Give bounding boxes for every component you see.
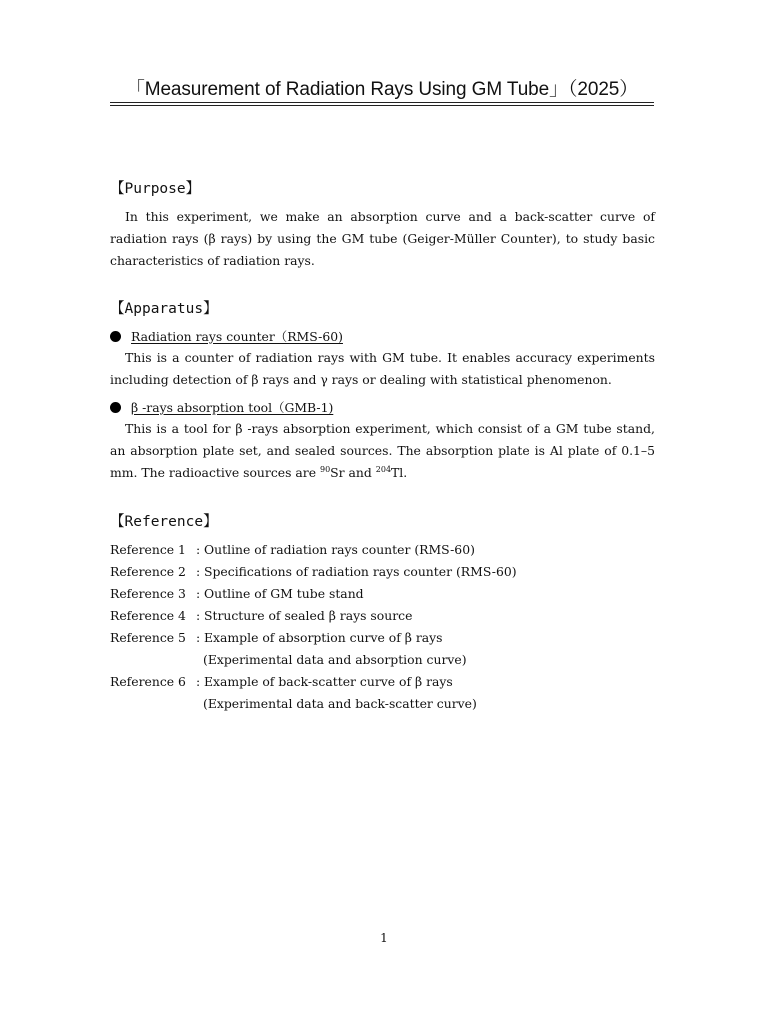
reference-colon: : [196,542,201,557]
sources-text: mm. The radioactive sources are [110,465,320,480]
reference-row [110,583,364,605]
strontium-mass-number: 90 [319,465,331,474]
apparatus-tool-description [110,418,655,484]
apparatus-item-title: Radiation rays counter（RMS-60) [131,329,343,344]
reference-colon: : [196,586,201,601]
reference-description: Example of absorption curve of β rays [204,630,443,645]
reference-description: Example of back-scatter curve of β rays [204,674,453,689]
sources-text: Tl. [391,465,408,480]
reference-label: Reference 4 [110,608,186,623]
apparatus-counter-description [110,347,655,391]
apparatus-item-title: β -rays absorption tool（GMB-1) [131,400,334,415]
apparatus-line: an absorption plate set, and sealed sources. The absorption plate is Al plate of 0.1–5 [110,443,655,458]
apparatus-line: This is a tool for β -rays absorption experiment, which consist of a GM tube stand, [125,421,655,436]
purpose-heading: 【Purpose】 [110,181,201,197]
purpose-line: radiation rays (β rays) by using the GM tube (Geiger-Müller Counter), to study basic [110,231,655,246]
reference-description: Structure of sealed β rays source [204,608,413,623]
reference-row [110,627,443,649]
page-number: 1 [380,931,388,945]
purpose-paragraph [110,206,655,272]
reference-label: Reference 1 [110,542,186,557]
reference-label: Reference 5 [110,630,186,645]
apparatus-line: including detection of β rays and γ rays or dealing with statistical phenomenon. [110,372,612,387]
reference-heading: 【Reference】 [110,514,218,530]
thallium-mass-number: 204 [375,465,392,474]
reference-row [110,539,475,561]
purpose-line: characteristics of radiation rays. [110,253,315,268]
bullet-icon [110,402,121,413]
reference-description: Outline of GM tube stand [204,586,364,601]
title-underline-second [110,105,654,106]
reference-row [110,671,453,693]
reference-description: Specifications of radiation rays counter (RMS-60) [204,564,517,579]
reference-row [110,605,412,627]
reference-colon: : [196,630,201,645]
apparatus-item-absorption-tool [110,398,333,418]
reference-label: Reference 6 [110,674,186,689]
sources-text: Sr and [330,465,376,480]
reference-subline: (Experimental data and absorption curve) [203,652,467,667]
reference-colon: : [196,674,201,689]
reference-colon: : [196,608,201,623]
title-underline [110,102,654,103]
document-title: 「Measurement of Radiation Rays Using GM Tube」（2025） [125,79,639,100]
reference-row [110,561,517,583]
purpose-line: In this experiment, we make an absorption curve and a back-scatter curve of [125,209,655,224]
reference-label: Reference 3 [110,586,186,601]
reference-subline: (Experimental data and back-scatter curve) [203,696,477,711]
reference-description: Outline of radiation rays counter (RMS-60) [204,542,475,557]
reference-colon: : [196,564,201,579]
apparatus-line-sources [110,462,655,484]
apparatus-item-counter [110,327,343,347]
reference-label: Reference 2 [110,564,186,579]
bullet-icon [110,331,121,342]
apparatus-line: This is a counter of radiation rays with GM tube. It enables accuracy experiments [125,350,655,365]
apparatus-heading: 【Apparatus】 [110,301,218,317]
title-block [110,78,654,106]
